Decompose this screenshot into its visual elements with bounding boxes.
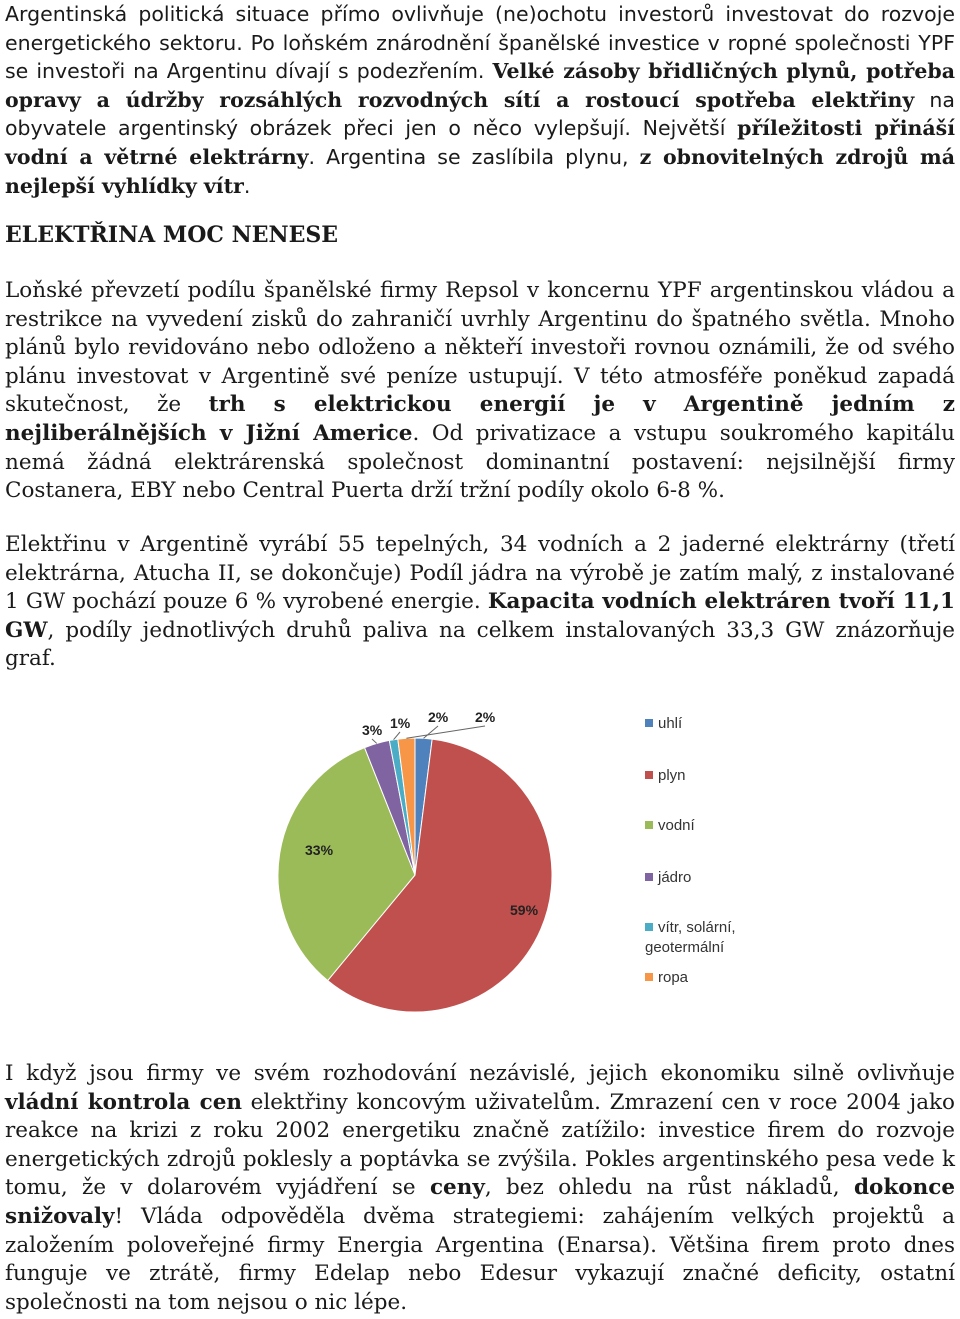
- bold-text-run: dokonce snižovaly: [5, 1175, 955, 1229]
- text-run: na obyvatele argentinský obrázek přeci jen o něco vylepšují. Největší: [5, 87, 955, 141]
- bold-text-run: příležitosti přináší vodní a větrné elektrárny: [5, 116, 956, 169]
- text-run: elektřiny koncovým uživatelům. Zmrazení cen v roce 2004 jako reakce na krizi z roku 2002 energetiku značně zatížilo: investice firem do rozvoje energetických zdrojů poklesly a poptávka se zvýšila. Pokles argentinského pesa vede k tomu, že v dolarovém vyjádření se: [5, 1089, 955, 1201]
- bold-text-run: z obnovitelných zdrojů má nejlepší vyhlídky vítr: [5, 144, 956, 198]
- text-run: Loňské převzetí podílu španělské firmy Repsol v koncernu YPF argentinskou vládou a restrikce na vyvedení zisků do zahraničí uvrhly Argentinu do špatného světla. Mnoho plánů bylo revidováno nebo odloženo a někteří investoři rovnou oznámili, že od svého plánu investovat v Argentině své peníze ustupují. V této atmosféře poněkud zapadá skutečnost, že: [5, 278, 955, 418]
- legend-label: jádro: [658, 869, 692, 886]
- data-label: 2%: [428, 709, 449, 725]
- bold-text-run: Velké zásoby břidličných plynů, potřeba opravy a údržby rozsáhlých rozvodných sítí a rostoucí spotřeba elektřiny: [5, 59, 956, 112]
- text-run: Argentinská politická situace přímo ovlivňuje (ne)ochotu investorů investovat do rozvoje energetického sektoru. Po loňském znárodnění španělské investice v ropné společnosti YPF se investoři na Argentinu dívají s podezřením.: [5, 2, 955, 84]
- legend-swatch: [645, 719, 653, 727]
- text-run: . Od privatizace a vstupu soukromého kapitálu nemá žádná elektrárenská společnost dominantní postavení: nejsilnější firmy Costanera, EBY nebo Central Puerta drží tržní podíly okolo 6-8 %.: [5, 420, 955, 504]
- leader-line: [406, 726, 485, 738]
- legend-swatch: [645, 973, 653, 981]
- legend-swatch: [645, 821, 653, 829]
- legend-swatch: [645, 923, 653, 931]
- production-paragraph: [5, 531, 955, 674]
- text-run: Elektřinu v Argentině vyrábí 55 tepelných, 34 vodních a 2 jaderné elektrárny (třetí elektrárna, Atucha II, se dokončuje) Podíl jádra na výrobě je zatím malý, z instalované 1 GW pochází pouze 6 % vyrobené energie.: [5, 532, 955, 615]
- legend-swatch: [645, 771, 653, 779]
- data-label: 3%: [362, 722, 383, 738]
- legend-label: geotermální: [645, 939, 725, 956]
- legend-label: vítr, solární,: [658, 919, 736, 936]
- legend-label: ropa: [658, 969, 689, 986]
- text-run: I když jsou firmy ve svém rozhodování nezávislé, jejich ekonomiku silně ovlivňuje: [5, 1061, 955, 1086]
- leader-line: [424, 726, 438, 738]
- text-run: ! Vláda odpověděla dvěma strategiemi: zahájením velkých projektů a založením poloveřejné firmy Energia Argentina (Enarsa). Většina firem proto dnes funguje ve ztrátě, firmy Edelap nebo Edesur vykazují značné deficity, ostatní společnosti na tom nejsou o nic lépe.: [5, 1203, 955, 1315]
- bold-text-run: trh s elektrickou energií je v Argentině jedním z nejliberálnějších v Jižní Americe: [5, 392, 955, 446]
- pie-chart-svg: [250, 700, 750, 1040]
- market-paragraph: [5, 277, 955, 506]
- legend-label: uhlí: [658, 715, 683, 732]
- leader-line: [372, 739, 377, 743]
- bold-text-run: Kapacita vodních elektráren tvoří 11,1 GW: [5, 589, 955, 643]
- bold-text-run: ceny: [429, 1175, 485, 1201]
- legend-swatch: [645, 873, 653, 881]
- legend-label: plyn: [658, 767, 686, 784]
- price-control-paragraph: [5, 1060, 955, 1317]
- data-label: 1%: [390, 715, 411, 731]
- text-run: . Argentina se zaslíbila plynu,: [308, 144, 640, 169]
- text-run: .: [243, 173, 251, 198]
- text-run: , podíly jednotlivých druhů paliva na celkem instalovaných 33,3 GW znázorňuje graf.: [5, 617, 955, 672]
- legend-label: vodní: [658, 817, 695, 834]
- bold-text-run: vládní kontrola cen: [5, 1089, 243, 1115]
- data-label: 59%: [510, 902, 539, 918]
- section-heading: ELEKTŘINA MOC NENESE: [5, 222, 339, 248]
- fuel-share-pie-chart: [250, 700, 750, 1040]
- data-label: 2%: [475, 709, 496, 725]
- text-run: , bez ohledu na růst nákladů,: [484, 1175, 854, 1201]
- data-label: 33%: [305, 842, 334, 858]
- intro-paragraph: [5, 0, 955, 200]
